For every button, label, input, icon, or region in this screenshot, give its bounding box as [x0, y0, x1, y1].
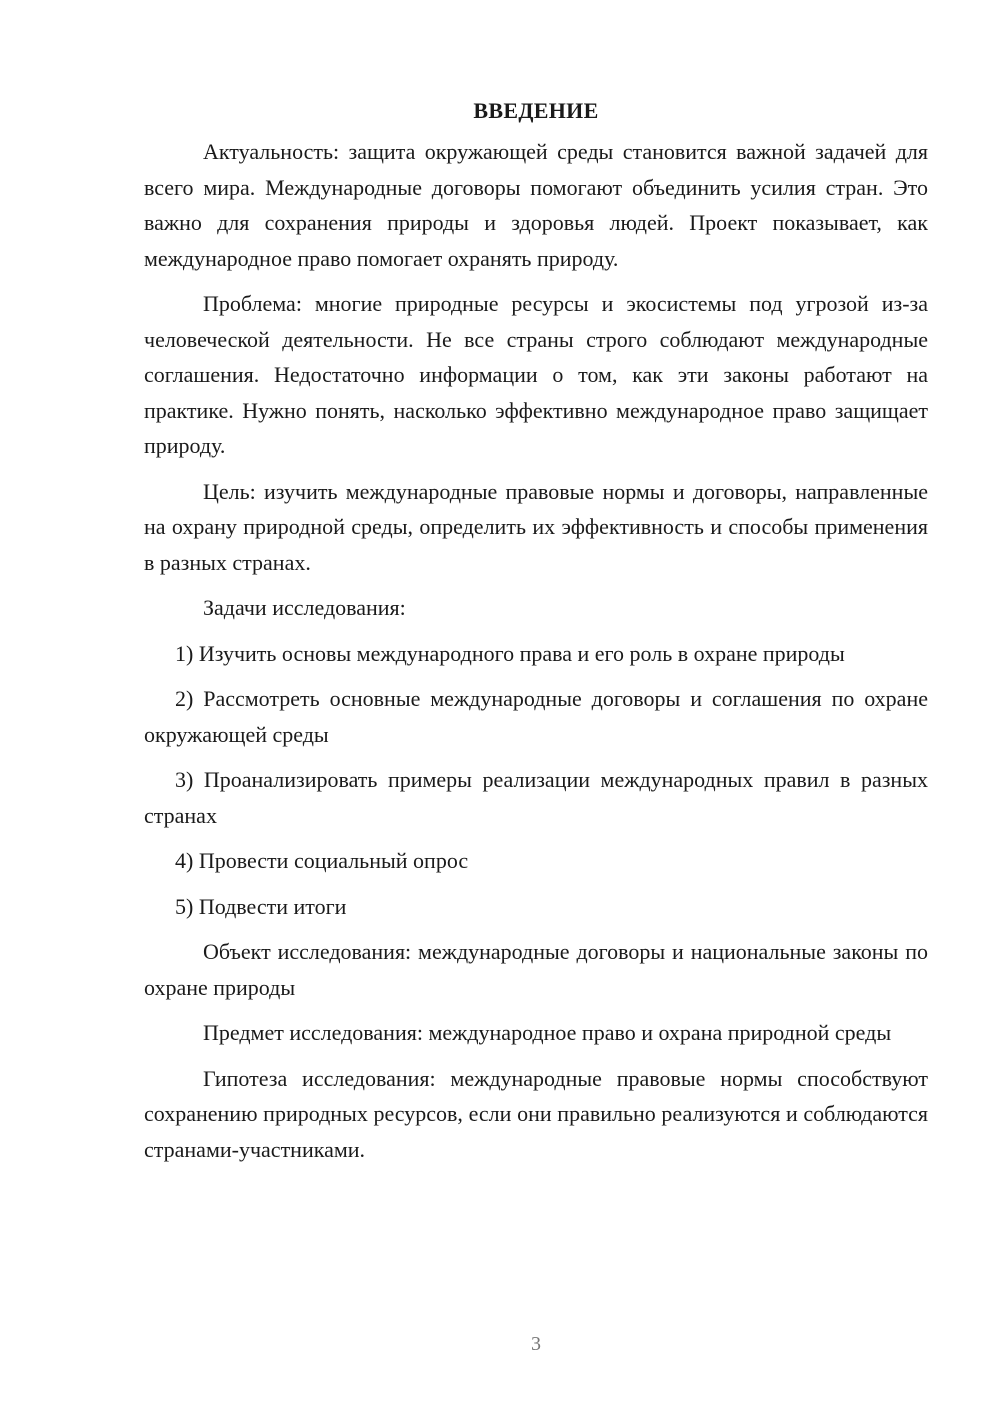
paragraph-hypothesis: Гипотеза исследования: международные правовые нормы способствуют сохранению природных ресурсов, если они правильно реализуются и соблюдаются странами-участниками.: [144, 1065, 928, 1162]
list-item: 4) Провести социальный опрос: [175, 848, 469, 873]
document-title: ВВЕДЕНИЕ: [473, 98, 599, 123]
paragraph-subject: Предмет исследования: международное право и охрана природной среды: [203, 1020, 892, 1045]
list-item: 3) Проанализировать примеры реализации международных правил в разных странах: [144, 767, 928, 828]
paragraph-goal: Цель: изучить международные правовые нормы и договоры, направленные на охрану природной среды, определить их эффективность и способы применения в разных странах.: [144, 478, 928, 575]
document-page: [144, 96, 928, 1177]
tasks-heading: Задачи исследования:: [203, 595, 406, 620]
paragraph-relevance: Актуальность: защита окружающей среды становится важной задачей для всего мира. Международные договоры помогают объединить усилия стран. Это важно для сохранения природы и здоровья людей. Проект показывает, как международное право помогает охранять природу.: [144, 139, 928, 271]
list-item: 5) Подвести итоги: [175, 893, 347, 919]
paragraph-problem: Проблема: многие природные ресурсы и экосистемы под угрозой из-за человеческой деятельности. Не все страны строго соблюдают международные соглашения. Недостаточно информации о том, как эти законы работают на практике. Нужно понять, насколько эффективно международное право защищает природу.: [144, 291, 928, 458]
tasks-list: [144, 636, 928, 925]
page-number: 3: [531, 1333, 541, 1355]
list-item: 2) Рассмотреть основные международные договоры и соглашения по охране окружающей среды: [144, 686, 928, 747]
paragraph-object: Объект исследования: международные договоры и национальные законы по охране природы: [144, 939, 928, 1000]
list-item: 1) Изучить основы международного права и его роль в охране природы: [175, 640, 845, 666]
